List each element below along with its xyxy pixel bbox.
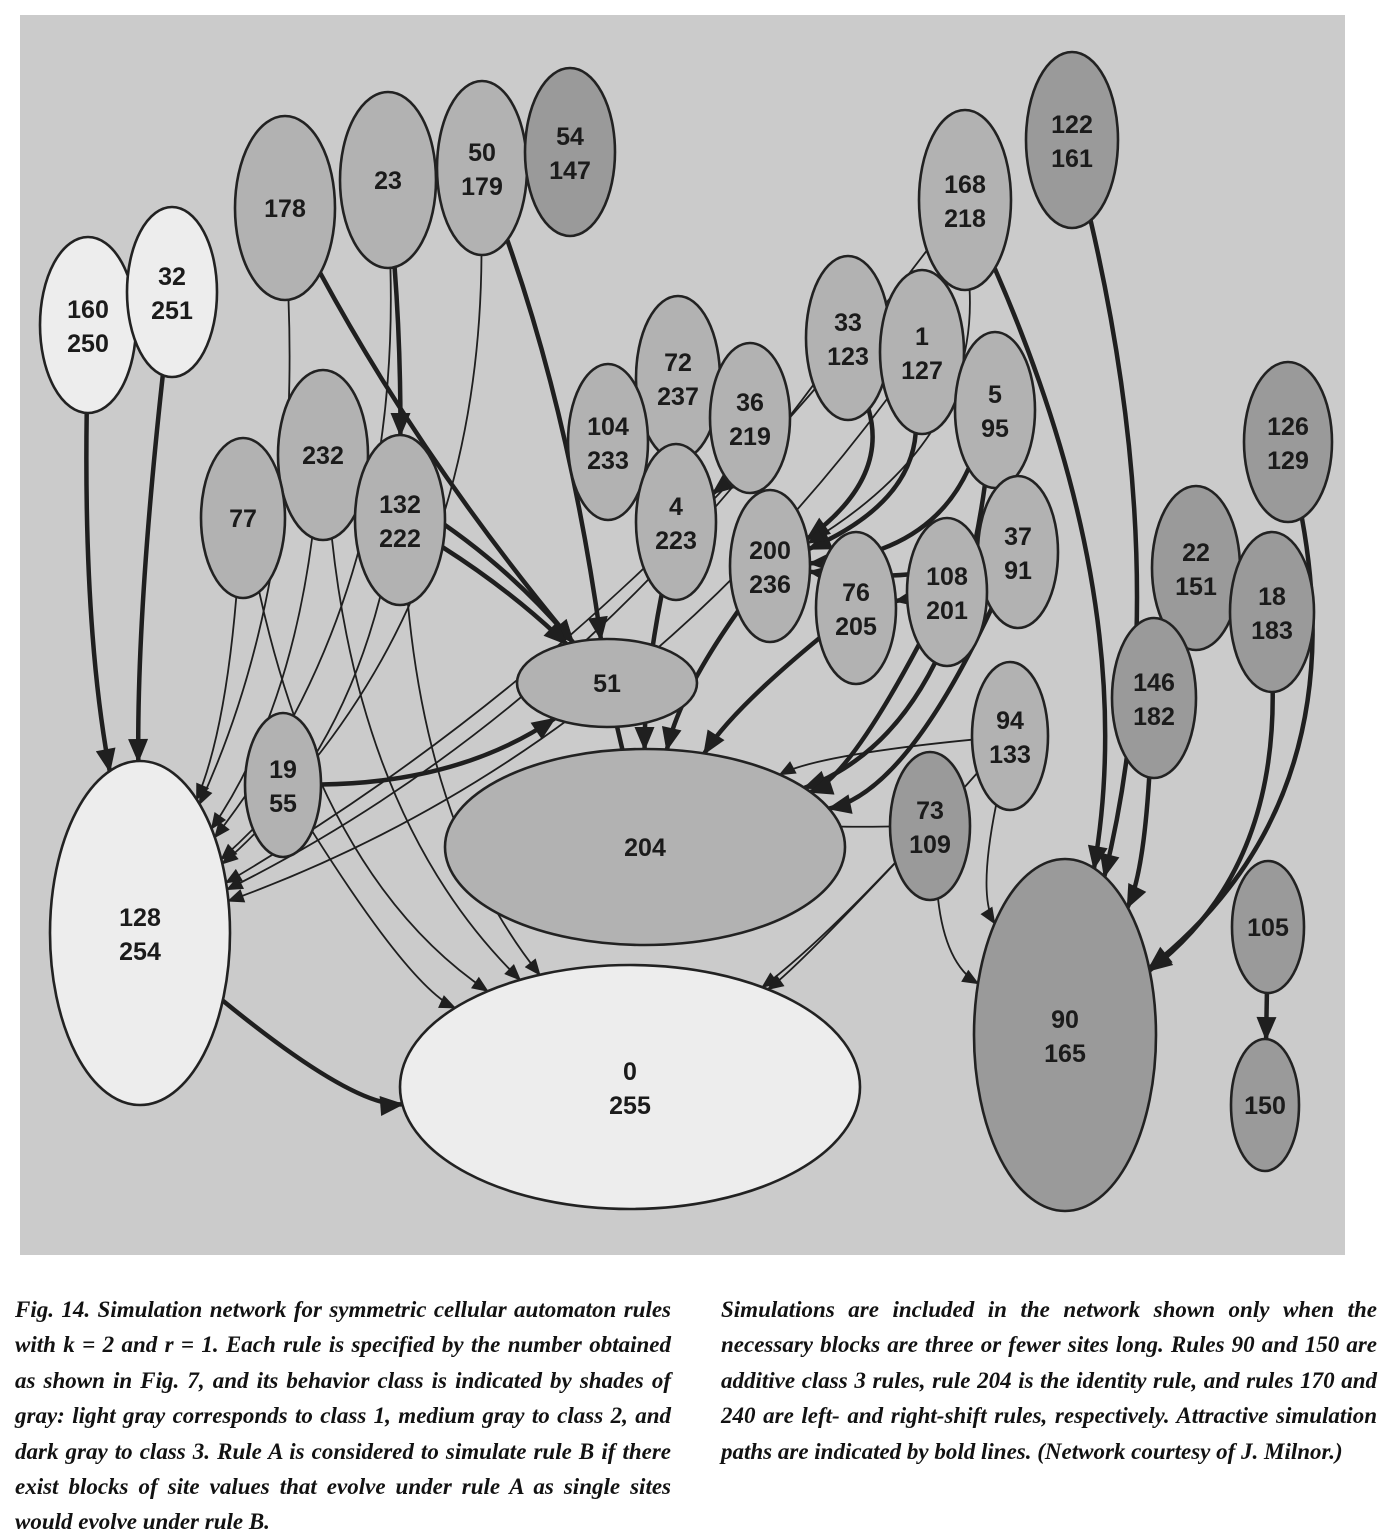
node-label-50-179-1: 179: [461, 173, 503, 201]
node-label-122-161-1: 161: [1051, 145, 1093, 173]
node-ellipse-0-255: [400, 965, 860, 1209]
node-label-51-0: 51: [593, 670, 621, 698]
node-126-129: [1244, 362, 1332, 522]
node-19-55: [245, 713, 321, 857]
node-ellipse-160-250: [40, 237, 136, 413]
edge-77-to-128-254: [197, 597, 237, 800]
node-label-19-55-0: 19: [269, 756, 297, 784]
node-label-104-233-0: 104: [587, 413, 629, 441]
node-label-146-182-1: 182: [1133, 703, 1175, 731]
node-label-72-237-1: 237: [657, 383, 699, 411]
node-label-0-255-0: 0: [623, 1058, 637, 1086]
node-ellipse-128-254: [50, 761, 230, 1105]
node-94-133: [972, 662, 1048, 810]
node-label-168-218-1: 218: [944, 205, 986, 233]
node-label-108-201-1: 201: [926, 597, 968, 625]
node-label-76-205-1: 205: [835, 613, 877, 641]
node-150: [1231, 1039, 1299, 1171]
node-label-32-251-0: 32: [158, 263, 186, 291]
edge-132-222-to-51: [443, 547, 567, 644]
caption-right-column: Simulations are included in the network shown only when the necessary blocks are three or fewer sites long. Rules 90 and 150 are additive class 3 rules, rule 204 is the identity rule, and rules 170 and 240 are left- and right-shift rules, respectively. Attractive simulation paths are indicated by bold lines. (Network courtesy of J. Milnor.): [721, 1292, 1377, 1540]
node-ellipse-36-219: [710, 343, 790, 493]
node-ellipse-1-127: [880, 270, 964, 434]
node-label-108-201-0: 108: [926, 563, 968, 591]
node-label-126-129-0: 126: [1267, 413, 1309, 441]
node-200-236: [730, 490, 810, 642]
node-label-160-250-1: 250: [67, 330, 109, 358]
node-ellipse-50-179: [437, 81, 527, 255]
node-label-94-133-1: 133: [989, 741, 1031, 769]
node-label-4-223-1: 223: [655, 527, 697, 555]
node-ellipse-54-147: [525, 68, 615, 236]
node-label-90-165-0: 90: [1051, 1006, 1079, 1034]
node-ellipse-33-123: [806, 256, 890, 420]
node-label-126-129-1: 129: [1267, 447, 1309, 475]
node-label-150-0: 150: [1244, 1092, 1286, 1120]
node-ellipse-94-133: [972, 662, 1048, 810]
node-label-4-223-0: 4: [669, 493, 683, 521]
node-ellipse-32-251: [127, 207, 217, 377]
node-label-232-0: 232: [302, 442, 344, 470]
node-label-72-237-0: 72: [664, 349, 692, 377]
node-label-18-183-1: 183: [1251, 617, 1293, 645]
node-label-178-0: 178: [264, 195, 306, 223]
node-label-128-254-1: 254: [119, 938, 161, 966]
node-32-251: [127, 207, 217, 377]
node-76-205: [816, 532, 896, 684]
edge-108-201-to-76-205: [896, 599, 907, 601]
node-ellipse-18-183: [1230, 532, 1314, 692]
node-54-147: [525, 68, 615, 236]
node-label-1-127-1: 127: [901, 357, 943, 385]
node-5-95: [955, 332, 1035, 488]
node-33-123: [806, 256, 890, 420]
node-104-233: [568, 364, 648, 520]
node-label-105-0: 105: [1247, 914, 1289, 942]
node-label-22-151-1: 151: [1175, 573, 1217, 601]
node-108-201: [907, 518, 987, 666]
node-0-255: [400, 965, 860, 1209]
node-23: [340, 92, 436, 268]
node-label-132-222-0: 132: [379, 491, 421, 519]
node-label-54-147-1: 147: [549, 157, 591, 185]
node-label-94-133-0: 94: [996, 707, 1024, 735]
node-label-22-151-0: 22: [1182, 539, 1210, 567]
node-label-90-165-1: 165: [1044, 1040, 1086, 1068]
node-label-200-236-1: 236: [749, 571, 791, 599]
node-ellipse-126-129: [1244, 362, 1332, 522]
node-label-54-147-0: 54: [556, 123, 584, 151]
node-label-132-222-1: 222: [379, 525, 421, 553]
node-label-204-0: 204: [624, 834, 666, 862]
node-label-19-55-1: 55: [269, 790, 297, 818]
node-105: [1232, 861, 1304, 993]
node-label-104-233-1: 233: [587, 447, 629, 475]
node-ellipse-146-182: [1112, 618, 1196, 778]
node-ellipse-108-201: [907, 518, 987, 666]
node-ellipse-76-205: [816, 532, 896, 684]
node-160-250: [40, 237, 136, 413]
node-132-222: [355, 435, 445, 605]
node-label-33-123-0: 33: [834, 309, 862, 337]
node-168-218: [919, 110, 1011, 290]
edge-76-205-to-204: [704, 638, 819, 753]
node-label-37-91-1: 91: [1004, 557, 1032, 585]
node-ellipse-4-223: [636, 444, 716, 600]
node-36-219: [710, 343, 790, 493]
node-label-0-255-1: 255: [609, 1092, 651, 1120]
node-ellipse-122-161: [1026, 52, 1118, 228]
node-label-5-95-1: 95: [981, 415, 1009, 443]
edge-32-251-to-128-254: [138, 375, 163, 761]
node-label-36-219-1: 219: [729, 423, 771, 451]
figure-panel: [20, 15, 1345, 1255]
node-label-1-127-0: 1: [915, 323, 929, 351]
node-4-223: [636, 444, 716, 600]
node-ellipse-168-218: [919, 110, 1011, 290]
node-1-127: [880, 270, 964, 434]
node-90-165: [974, 859, 1156, 1211]
node-ellipse-104-233: [568, 364, 648, 520]
edge-160-250-to-128-254: [86, 413, 109, 771]
node-122-161: [1026, 52, 1118, 228]
node-ellipse-5-95: [955, 332, 1035, 488]
node-ellipse-90-165: [974, 859, 1156, 1211]
edge-128-254-to-0-255: [223, 1001, 402, 1105]
caption-left-column: Fig. 14. Simulation network for symmetric cellular automaton rules with k = 2 and r = 1. Each rule is specified by the number obtained as shown in Fig. 7, and its behavior class is indicated by shades of gray: light gray corresponds to class 1, medium gray to class 2, and dark gray to class 3. Rule A is considered to simulate rule B if there exist blocks of site values that evolve under rule A as single sites would evolve under rule B.: [15, 1292, 671, 1540]
node-ellipse-19-55: [245, 713, 321, 857]
node-ellipse-200-236: [730, 490, 810, 642]
node-label-77-0: 77: [229, 505, 257, 533]
node-ellipse-73-109: [890, 752, 970, 900]
node-label-23-0: 23: [374, 167, 402, 195]
edge-122-161-to-90-165: [1091, 220, 1137, 876]
node-label-18-183-0: 18: [1258, 583, 1286, 611]
edge-73-109-to-90-165: [938, 899, 978, 984]
simulation-network-svg: [20, 15, 1345, 1255]
node-ellipse-132-222: [355, 435, 445, 605]
node-label-160-250-0: 160: [67, 296, 109, 324]
node-146-182: [1112, 618, 1196, 778]
node-51: [517, 639, 697, 727]
node-204: [445, 749, 845, 945]
edge-94-133-to-90-165: [987, 805, 997, 924]
figure-caption: [15, 1292, 1377, 1540]
node-label-168-218-0: 168: [944, 171, 986, 199]
node-label-32-251-1: 251: [151, 297, 193, 325]
node-label-146-182-0: 146: [1133, 669, 1175, 697]
node-37-91: [978, 476, 1058, 628]
node-label-5-95-0: 5: [988, 381, 1002, 409]
node-label-128-254-0: 128: [119, 904, 161, 932]
node-73-109: [890, 752, 970, 900]
node-label-37-91-0: 37: [1004, 523, 1032, 551]
node-label-73-109-1: 109: [909, 831, 951, 859]
node-label-33-123-1: 123: [827, 343, 869, 371]
node-label-200-236-0: 200: [749, 537, 791, 565]
edge-232-to-0-255: [332, 538, 520, 980]
node-label-50-179-0: 50: [468, 139, 496, 167]
node-77: [201, 438, 285, 598]
node-label-122-161-0: 122: [1051, 111, 1093, 139]
edge-105-to-150: [1266, 993, 1267, 1039]
node-18-183: [1230, 532, 1314, 692]
node-label-76-205-0: 76: [842, 579, 870, 607]
node-128-254: [50, 761, 230, 1105]
node-label-73-109-0: 73: [916, 797, 944, 825]
edge-146-182-to-90-165: [1128, 778, 1150, 908]
node-ellipse-37-91: [978, 476, 1058, 628]
node-178: [235, 116, 335, 300]
node-label-36-219-0: 36: [736, 389, 764, 417]
node-50-179: [437, 81, 527, 255]
